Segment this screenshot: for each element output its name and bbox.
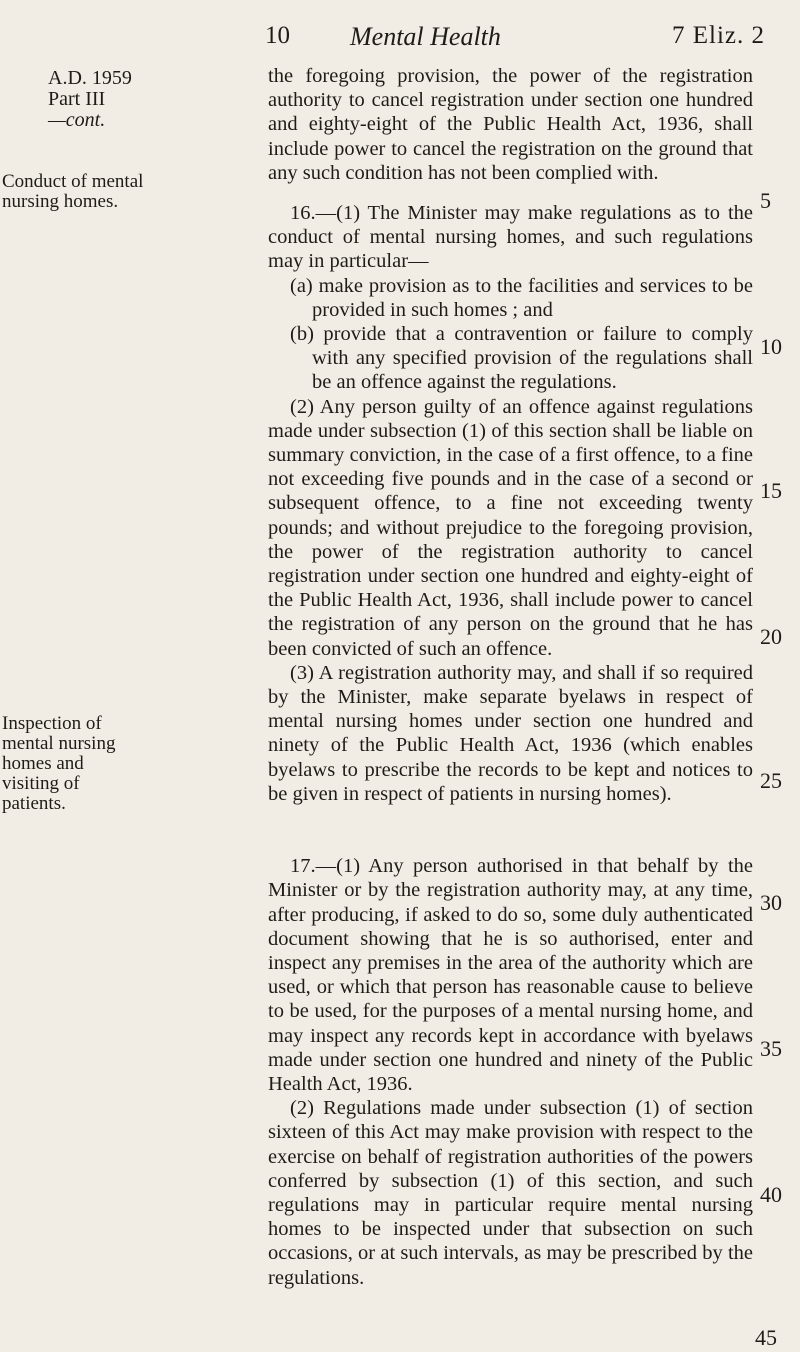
line-number: 10: [760, 334, 782, 359]
section-16-2: (2) Any person guilty of an offence against regulations made under subsection (1) of this section shall be liable on summary conviction, in the case of a first offence, to a fine not exceeding five pounds and in the case of a second or subsequent offence, to a fine not exceeding twenty pounds; and without prejudice to the foregoing provision, the power of the registration authority to cancel registration under section one hundred and eighty-eight of the Public Health Act, 1936, shall include power to cancel the registration of any person on the ground that he has been convicted of such an offence.: [268, 395, 753, 660]
margin-year: A.D. 1959: [48, 67, 132, 89]
section-17-2: (2) Regulations made under subsection (1) of section sixteen of this Act may make provision with respect to the exercise on behalf of registration authorities of the powers conferred by subsection (1) of this section, and such regulations may in particular require mental nursing homes to be inspected under that subsection on such occasions, or at such intervals, as may be prescribed by the regulations.: [268, 1097, 753, 1289]
section-17-1: 17.—(1) Any person authorised in that behalf by the Minister or by the registration authority may, at any time, after producing, if asked to do so, some duly authenticated document showing that he is so authorised, enter and inspect any premises in the area of the authority which are used, or which that person has reasonable cause to believe to be used, for the purposes of a mental nursing home, and may inspect any records kept in accordance with byelaws made under section one hundred and ninety of the Public Health Act, 1936.: [268, 855, 753, 1095]
section-16-3: (3) A registration authority may, and shall if so required by the Minister, make separate byelaws in respect of mental nursing homes under section one hundred and ninety of the Public Health Act, 1936 (which enables byelaws to prescribe the records to be kept and notices to be given in respect of patients in nursing homes).: [268, 661, 753, 805]
line-number: 45: [755, 1325, 777, 1350]
running-title: Mental Health: [350, 22, 501, 51]
line-number: 20: [760, 624, 782, 649]
line-number: 30: [760, 890, 782, 915]
margin-part: Part III: [48, 88, 106, 110]
section-16-1-a: (a) make provision as to the facilities and services to be provided in such homes ; and: [290, 274, 753, 321]
section-16-1-b: (b) provide that a contravention or failure to comply with any specified provision of the regulations shall be an offence against the regulations.: [290, 323, 753, 394]
line-number: 40: [760, 1182, 782, 1207]
line-number: 35: [760, 1036, 782, 1061]
margin-note-section-16: Conduct of mental nursing homes.: [2, 171, 144, 212]
regnal-year: 7 Eliz. 2: [672, 22, 766, 49]
paragraph-intro: the foregoing provision, the power of the registration authority to cancel registration under section one hundred and eighty-eight of the Public Health Act, 1936, shall include power to cancel the registration on the ground that any such condition has not been complied with.: [268, 65, 753, 184]
section-16-1: 16.—(1) The Minister may make regulations as to the conduct of mental nursing homes, and such regulations may in particular—: [268, 202, 753, 273]
line-number: 15: [760, 478, 782, 503]
line-number: 5: [760, 188, 771, 213]
running-header: [0, 22, 800, 56]
margin-note-section-17: Inspection of mental nursing homes and visiting of patients.: [2, 713, 116, 814]
statute-body: [268, 64, 753, 1290]
page-number: 10: [265, 22, 290, 49]
line-number: 25: [760, 768, 782, 793]
margin-cont: —cont.: [48, 109, 106, 131]
